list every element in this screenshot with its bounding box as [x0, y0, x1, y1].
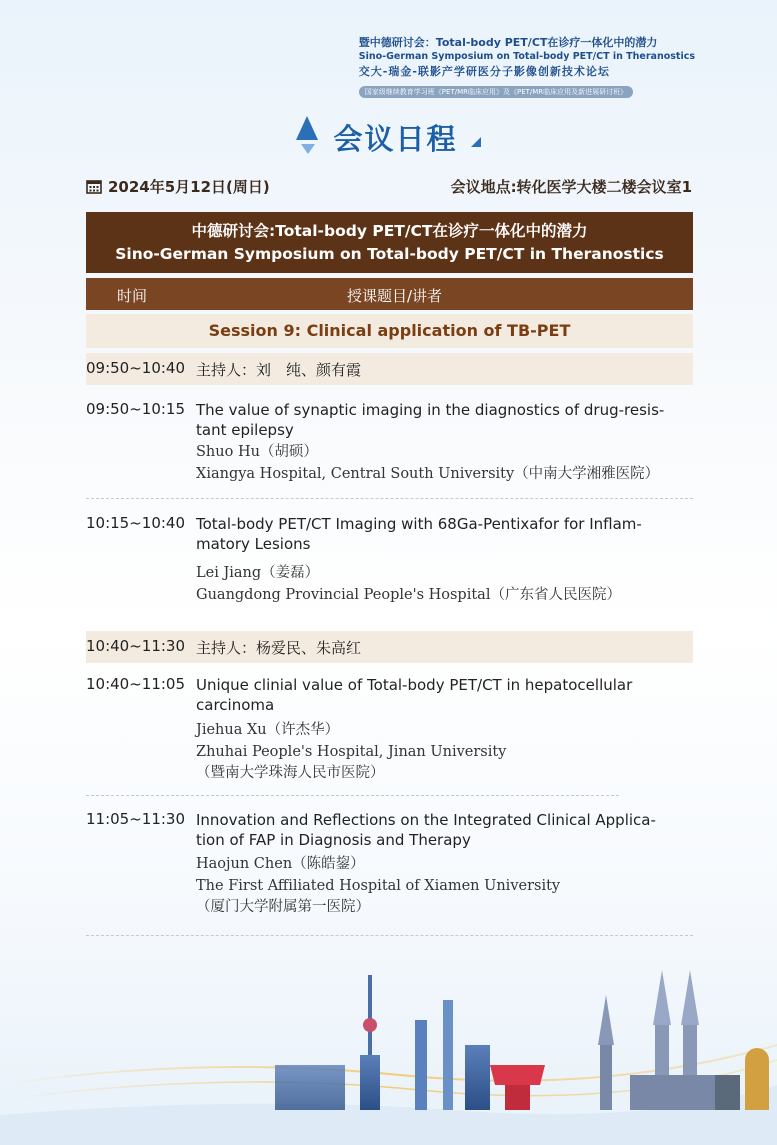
- divider: [86, 498, 693, 499]
- talk-title-line: The value of synaptic imaging in the diagnostics of drug-resis-: [196, 401, 665, 419]
- banner-title-en: Sino-German Symposium on Total-body PET/CT in Theranostics: [115, 245, 664, 263]
- talk-affiliation-cn: （暨南大学珠海人民市医院）: [196, 765, 385, 781]
- talk-title-line: Total-body PET/CT Imaging with 68Ga-Pentixafor for Inflam-: [196, 515, 642, 533]
- talk-title: [196, 675, 691, 715]
- header-line1: 暨中德研讨会：Total-body PET/CT在诊疗一体化中的潜力: [358, 36, 658, 49]
- talk-item: [86, 400, 693, 490]
- moderator-names: 主持人：杨爱民、朱高红: [196, 639, 362, 657]
- talk-title-line: tion of FAP in Diagnosis and Therapy: [196, 831, 471, 849]
- talk-title: [196, 514, 691, 554]
- moderator-time: 10:40~11:30: [86, 637, 186, 655]
- session-title: Session 9: Clinical application of TB-PET: [86, 314, 693, 348]
- talk-title-line: matory Lesions: [196, 535, 311, 553]
- talk-title-line: Unique clinial value of Total-body PET/CT in hepatocellular: [196, 676, 633, 694]
- column-header-time: 时间: [117, 287, 148, 305]
- column-header: [86, 278, 693, 310]
- talk-time: 10:40~11:05: [86, 675, 186, 693]
- talk-item: [86, 514, 693, 610]
- banner-title-cn: 中德研讨会:Total-body PET/CT在诊疗一体化中的潜力: [191, 222, 588, 240]
- talk-item: [86, 675, 693, 785]
- header-line2: Sino-German Symposium on Total-body PET/CT in Theranostics: [358, 51, 695, 62]
- triangle-right-icon: [469, 134, 483, 153]
- talk-time: 11:05~11:30: [86, 810, 186, 828]
- talk-title: [196, 400, 691, 440]
- moderator-row: [86, 353, 693, 385]
- symposium-banner: [86, 212, 693, 273]
- talk-speaker: Lei Jiang（姜磊）: [196, 565, 320, 581]
- moderator-time: 09:50~10:40: [86, 359, 186, 377]
- talk-title-line: carcinoma: [196, 696, 275, 714]
- talk-affiliation-cn: （厦门大学附属第一医院）: [196, 899, 370, 915]
- date-label: [86, 176, 270, 198]
- venue-text: 会议地点:转化医学大楼二楼会议室1: [450, 178, 692, 196]
- talk-affiliation: Xiangya Hospital, Central South University（中南大学湘雅医院）: [196, 466, 660, 482]
- talk-item: [86, 810, 693, 920]
- talk-speaker: Haojun Chen（陈皓鋆）: [196, 856, 365, 872]
- talk-affiliation: Guangdong Provincial People's Hospital（广东省人民医院）: [196, 587, 621, 603]
- date-text: 2024年5月12日(周日): [108, 178, 270, 196]
- column-header-topic: 授课题目/讲者: [347, 287, 443, 305]
- header-line3: 交大-瑞金-联影产学研医分子影像创新技术论坛: [358, 65, 610, 78]
- talk-affiliation: The First Affiliated Hospital of Xiamen University: [196, 878, 561, 894]
- city-skyline-illustration: [0, 965, 777, 1145]
- header-line4: 国家级继续教育学习班《PET/MR临床应用》及《PET/MR临床应用及新进展研讨班》: [359, 86, 633, 98]
- triangle-left-icon: [294, 114, 320, 160]
- header-block: [359, 34, 695, 98]
- moderator-row: [86, 631, 693, 663]
- calendar-icon: [86, 179, 102, 198]
- page-title: 会议日程: [333, 121, 458, 156]
- divider: [86, 935, 693, 936]
- talk-time: 10:15~10:40: [86, 514, 186, 532]
- talk-time: 09:50~10:15: [86, 400, 186, 418]
- talk-title-line: tant epilepsy: [196, 421, 294, 439]
- talk-affiliation: Zhuhai People's Hospital, Jinan University: [196, 744, 507, 760]
- moderator-names: 主持人：刘 纯、颜有霞: [196, 361, 362, 379]
- talk-title-line: Innovation and Reflections on the Integrated Clinical Applica-: [196, 811, 656, 829]
- date-venue-row: [86, 176, 692, 198]
- page-title-wrap: [0, 114, 777, 160]
- talk-speaker: Shuo Hu（胡硕）: [196, 444, 318, 460]
- talk-title: [196, 810, 691, 850]
- divider: [86, 795, 619, 796]
- talk-speaker: Jiehua Xu（许杰华）: [196, 722, 340, 738]
